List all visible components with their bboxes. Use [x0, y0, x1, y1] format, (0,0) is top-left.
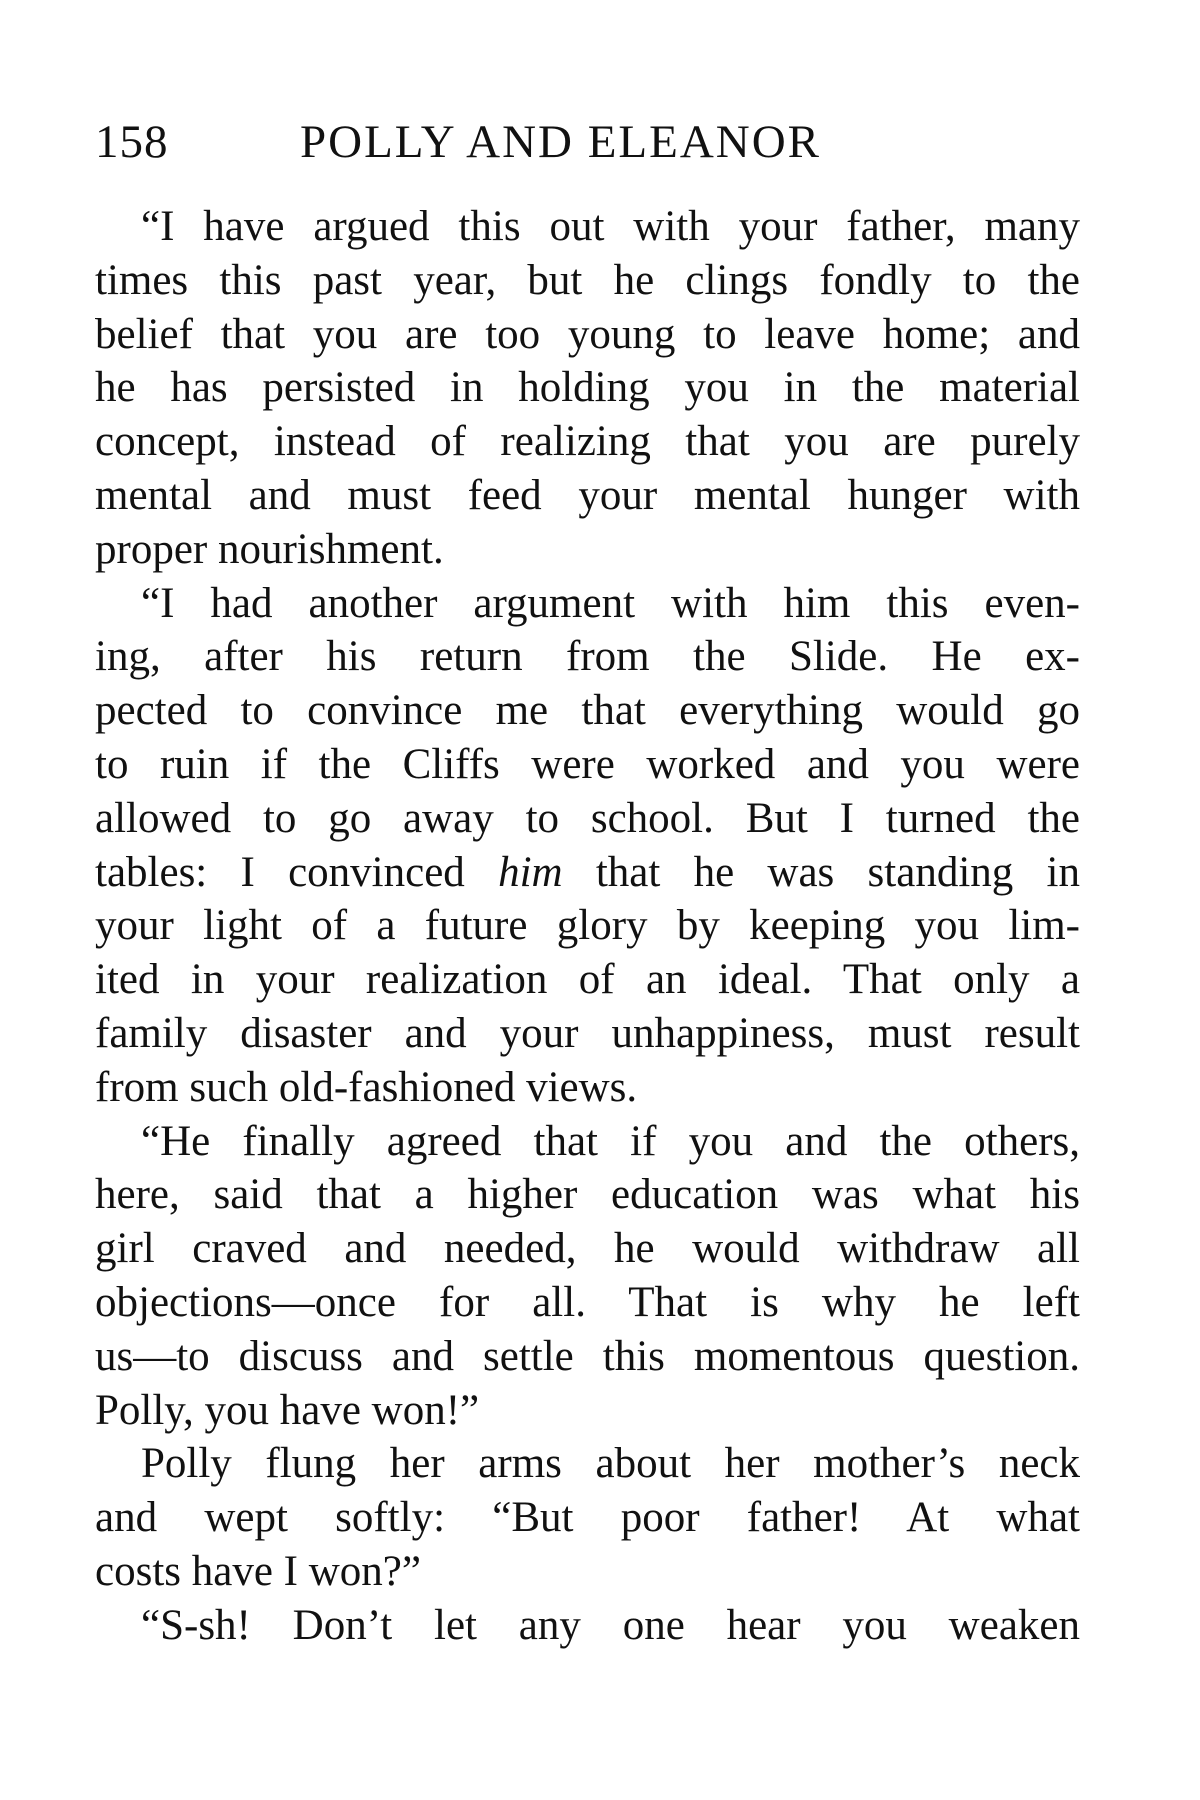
text-line: [95, 254, 1080, 308]
text-line: [95, 899, 1080, 953]
text-segment: ing, after his return from the Slide. He ex-: [95, 633, 1080, 681]
text-line: [95, 1222, 1080, 1276]
text-line: [95, 308, 1080, 362]
text-segment: that he was standing in: [562, 848, 1080, 896]
text-segment: “He finally agreed that if you and the others,: [141, 1117, 1080, 1165]
text-segment: pected to convince me that everything would go: [95, 687, 1080, 735]
text-segment: us—to discuss and settle this momentous question.: [95, 1332, 1080, 1380]
text-segment: concept, instead of realizing that you are purely: [95, 418, 1080, 466]
text-segment: costs have I won?”: [95, 1547, 421, 1595]
text-segment: mental and must feed your mental hunger with: [95, 471, 1080, 519]
text-line: [95, 1115, 1080, 1169]
book-page: [95, 0, 1080, 1800]
text-segment: Polly, you have won!”: [95, 1386, 480, 1434]
text-segment: proper nourishment.: [95, 525, 444, 573]
text-line: [95, 1276, 1080, 1330]
text-segment: “I had another argument with him this even-: [141, 579, 1080, 627]
text-line: [95, 1545, 1080, 1599]
text-segment: your light of a future glory by keeping you lim-: [95, 902, 1080, 950]
page-number: 158: [95, 116, 169, 168]
text-line: [95, 846, 1080, 900]
text-line: [95, 1384, 1080, 1438]
text-segment: here, said that a higher education was what his: [95, 1171, 1080, 1219]
text-segment: he has persisted in holding you in the material: [95, 364, 1080, 412]
text-line: [95, 469, 1080, 523]
text-line: [95, 200, 1080, 254]
text-segment: allowed to go away to school. But I turned the: [95, 794, 1080, 842]
text-line: [95, 1007, 1080, 1061]
text-line: [95, 415, 1080, 469]
text-line: [95, 1168, 1080, 1222]
book-title: POLLY AND ELEANOR: [300, 116, 822, 168]
text-line: [95, 1330, 1080, 1384]
text-segment: “S-sh! Don’t let any one hear you weaken: [141, 1601, 1080, 1649]
text-segment: objections—once for all. That is why he left: [95, 1278, 1080, 1326]
text-segment: belief that you are too young to leave home; and: [95, 310, 1080, 358]
text-segment: girl craved and needed, he would withdraw all: [95, 1225, 1080, 1273]
text-segment: tables: I convinced: [95, 848, 499, 896]
body-text: [95, 200, 1080, 1653]
text-segment: “I have argued this out with your father, many: [141, 203, 1080, 250]
italic-text: him: [498, 848, 563, 896]
text-line: [95, 738, 1080, 792]
running-head: [95, 112, 1080, 172]
text-line: [95, 1437, 1080, 1491]
text-line: [95, 1599, 1080, 1653]
text-line: [95, 1491, 1080, 1545]
text-line: [95, 1061, 1080, 1115]
text-line: [95, 361, 1080, 415]
text-line: [95, 577, 1080, 631]
text-line: [95, 953, 1080, 1007]
text-line: [95, 792, 1080, 846]
text-line: [95, 684, 1080, 738]
text-segment: family disaster and your unhappiness, must result: [95, 1009, 1080, 1057]
text-segment: times this past year, but he clings fondly to the: [95, 256, 1080, 304]
text-segment: to ruin if the Cliffs were worked and you were: [95, 740, 1080, 788]
text-line: [95, 630, 1080, 684]
text-segment: Polly flung her arms about her mother’s neck: [141, 1440, 1080, 1488]
text-segment: and wept softly: “But poor father! At what: [95, 1494, 1080, 1542]
text-line: [95, 523, 1080, 577]
text-segment: ited in your realization of an ideal. That only a: [95, 956, 1080, 1004]
text-segment: from such old-fashioned views.: [95, 1063, 638, 1111]
